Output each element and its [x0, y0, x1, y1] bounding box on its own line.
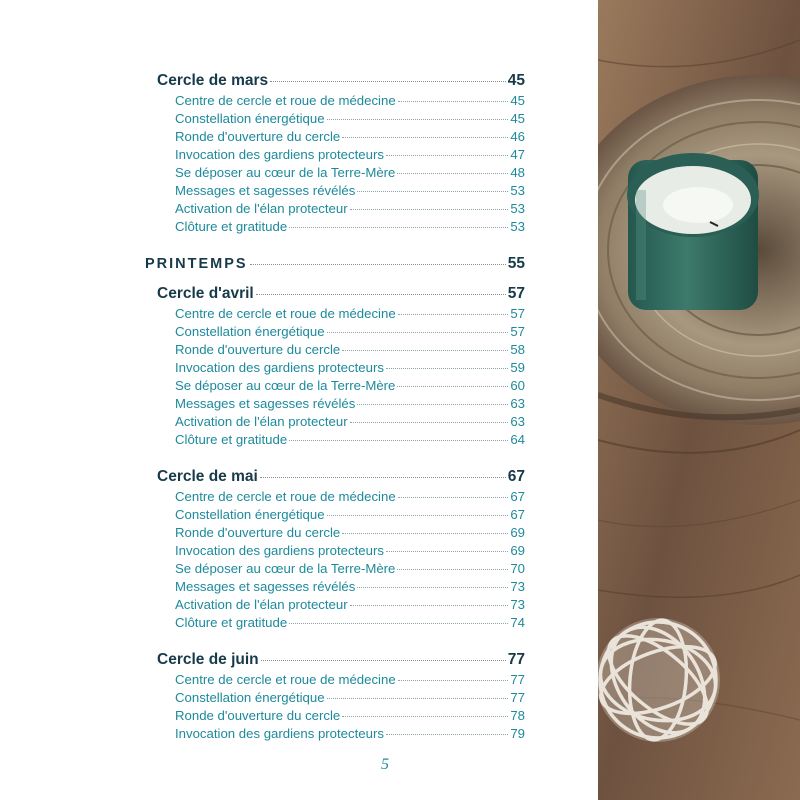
toc-entry — [157, 596, 525, 614]
toc-entry-page-number: 77 — [510, 690, 525, 705]
candle-jar-icon — [627, 153, 759, 310]
toc-season-heading-label: PRINTEMPS — [145, 256, 248, 272]
toc-entry-page-number: 64 — [510, 432, 525, 447]
toc-circle-heading-page-number: 57 — [507, 285, 525, 302]
toc-entry — [157, 689, 525, 707]
toc-entry-label: Activation de l'élan protecteur — [175, 201, 348, 216]
toc-entry-label: Invocation des gardiens protecteurs — [175, 543, 384, 558]
dot-leader — [342, 137, 508, 138]
toc-circle-heading — [157, 466, 525, 488]
toc-entry-label: Activation de l'élan protecteur — [175, 597, 348, 612]
dot-leader — [327, 119, 509, 120]
toc-circle-heading — [157, 70, 525, 92]
dot-leader — [327, 332, 509, 333]
toc-entry-label: Invocation des gardiens protecteurs — [175, 147, 384, 162]
toc-season-heading-page-number: 55 — [507, 255, 525, 272]
toc-entry — [157, 218, 525, 236]
toc-circle-heading-label: Cercle de mai — [157, 468, 258, 485]
toc-entry — [157, 146, 525, 164]
toc-entry-page-number: 73 — [510, 579, 525, 594]
dot-leader — [256, 294, 506, 295]
toc-circle-heading-label: Cercle de mars — [157, 72, 269, 89]
dot-leader — [386, 155, 508, 156]
toc-entry-page-number: 53 — [510, 201, 525, 216]
photo-illustration — [598, 0, 800, 800]
toc-entry-label: Se déposer au cœur de la Terre-Mère — [175, 165, 396, 180]
toc-entry-page-number: 77 — [510, 672, 525, 687]
toc-entry-page-number: 70 — [510, 561, 525, 576]
toc-entry — [157, 200, 525, 218]
dot-leader — [342, 716, 508, 717]
dot-leader — [327, 515, 509, 516]
toc-entry — [157, 524, 525, 542]
toc-entry-label: Messages et sagesses révélés — [175, 396, 356, 411]
toc-entry-label: Centre de cercle et roue de médecine — [175, 672, 396, 687]
toc-entry-label: Constellation énergétique — [175, 324, 325, 339]
toc-entry-label: Ronde d'ouverture du cercle — [175, 129, 341, 144]
dot-leader — [398, 680, 509, 681]
toc-entry-page-number: 67 — [510, 489, 525, 504]
toc-circle-heading — [157, 649, 525, 671]
toc-circle-heading-page-number: 67 — [507, 468, 525, 485]
dot-leader — [342, 533, 508, 534]
toc-circle-heading-label: Cercle d'avril — [157, 285, 254, 302]
toc-entry-page-number: 79 — [510, 726, 525, 741]
dot-leader — [289, 623, 508, 624]
toc-entry-page-number: 73 — [510, 597, 525, 612]
toc-entry — [157, 182, 525, 200]
dot-leader — [397, 386, 508, 387]
toc-entry-page-number: 47 — [510, 147, 525, 162]
toc-entry-page-number: 69 — [510, 525, 525, 540]
page-number: 5 — [381, 756, 389, 773]
dot-leader — [357, 191, 508, 192]
dot-leader — [386, 368, 508, 369]
toc-entry-page-number: 45 — [510, 111, 525, 126]
toc-entry — [157, 506, 525, 524]
toc-entry-label: Invocation des gardiens protecteurs — [175, 726, 384, 741]
toc-entry-page-number: 57 — [510, 324, 525, 339]
toc-entry-page-number: 67 — [510, 507, 525, 522]
dot-leader — [261, 660, 506, 661]
toc-entry-label: Constellation énergétique — [175, 507, 325, 522]
toc-entry-label: Ronde d'ouverture du cercle — [175, 342, 341, 357]
toc-entry — [157, 164, 525, 182]
toc-entry — [157, 671, 525, 689]
toc-entry — [157, 413, 525, 431]
dot-leader — [250, 264, 506, 265]
dot-leader — [342, 350, 508, 351]
toc-entry-label: Se déposer au cœur de la Terre-Mère — [175, 378, 396, 393]
toc-entry-label: Constellation énergétique — [175, 111, 325, 126]
toc-entry-label: Ronde d'ouverture du cercle — [175, 708, 341, 723]
toc-entry — [157, 560, 525, 578]
toc-entry-label: Clôture et gratitude — [175, 219, 288, 234]
dot-leader — [350, 422, 509, 423]
dot-leader — [398, 314, 509, 315]
toc-circle-heading-page-number: 45 — [507, 72, 525, 89]
dot-leader — [289, 440, 508, 441]
dot-leader — [386, 734, 508, 735]
toc-entry — [157, 614, 525, 632]
dot-leader — [350, 605, 509, 606]
toc-entry-label: Centre de cercle et roue de médecine — [175, 93, 396, 108]
toc-entry — [157, 92, 525, 110]
toc-entry — [157, 542, 525, 560]
toc-circle-heading-page-number: 77 — [507, 651, 525, 668]
toc-entry-label: Clôture et gratitude — [175, 615, 288, 630]
toc-entry — [157, 305, 525, 323]
toc-entry-label: Messages et sagesses révélés — [175, 183, 356, 198]
toc-entry-page-number: 60 — [510, 378, 525, 393]
toc-entry — [157, 395, 525, 413]
toc-entry-page-number: 69 — [510, 543, 525, 558]
toc-entry — [157, 431, 525, 449]
toc-entry-page-number: 57 — [510, 306, 525, 321]
dot-leader — [398, 497, 509, 498]
toc-season-heading — [145, 253, 525, 275]
toc-entry-label: Clôture et gratitude — [175, 432, 288, 447]
toc-entry-label: Centre de cercle et roue de médecine — [175, 489, 396, 504]
toc-entry — [157, 578, 525, 596]
toc-entry — [157, 323, 525, 341]
toc-entry — [157, 359, 525, 377]
toc-entry — [157, 707, 525, 725]
toc-entry-label: Centre de cercle et roue de médecine — [175, 306, 396, 321]
toc-entry-label: Messages et sagesses révélés — [175, 579, 356, 594]
dot-leader — [289, 227, 508, 228]
toc-entry — [157, 488, 525, 506]
decorative-photo — [598, 0, 800, 800]
dot-leader — [386, 551, 508, 552]
toc-entry-label: Constellation énergétique — [175, 690, 325, 705]
toc-circle-heading — [157, 283, 525, 305]
toc-entry-page-number: 45 — [510, 93, 525, 108]
toc-circle-heading-label: Cercle de juin — [157, 651, 259, 668]
dot-leader — [397, 569, 508, 570]
toc-entry-page-number: 74 — [510, 615, 525, 630]
toc-entry-page-number: 63 — [510, 414, 525, 429]
toc-entry-page-number: 46 — [510, 129, 525, 144]
dot-leader — [397, 173, 508, 174]
toc-entry-page-number: 78 — [510, 708, 525, 723]
toc-entry — [157, 377, 525, 395]
toc-entry-page-number: 48 — [510, 165, 525, 180]
toc-entry-page-number: 53 — [510, 219, 525, 234]
toc-entry-label: Invocation des gardiens protecteurs — [175, 360, 384, 375]
toc-entry-label: Ronde d'ouverture du cercle — [175, 525, 341, 540]
dot-leader — [260, 477, 506, 478]
toc-entry — [157, 128, 525, 146]
dot-leader — [398, 101, 509, 102]
toc-entry-page-number: 59 — [510, 360, 525, 375]
dot-leader — [327, 698, 509, 699]
toc-entry-page-number: 63 — [510, 396, 525, 411]
toc-entry-page-number: 58 — [510, 342, 525, 357]
dot-leader — [350, 209, 509, 210]
toc-entry-label: Activation de l'élan protecteur — [175, 414, 348, 429]
toc-entry — [157, 110, 525, 128]
toc-entry — [157, 341, 525, 359]
dot-leader — [357, 404, 508, 405]
toc-entry-page-number: 53 — [510, 183, 525, 198]
toc-entry — [157, 725, 525, 743]
table-of-contents — [145, 70, 525, 743]
dot-leader — [357, 587, 508, 588]
dot-leader — [270, 81, 506, 82]
toc-entry-label: Se déposer au cœur de la Terre-Mère — [175, 561, 396, 576]
